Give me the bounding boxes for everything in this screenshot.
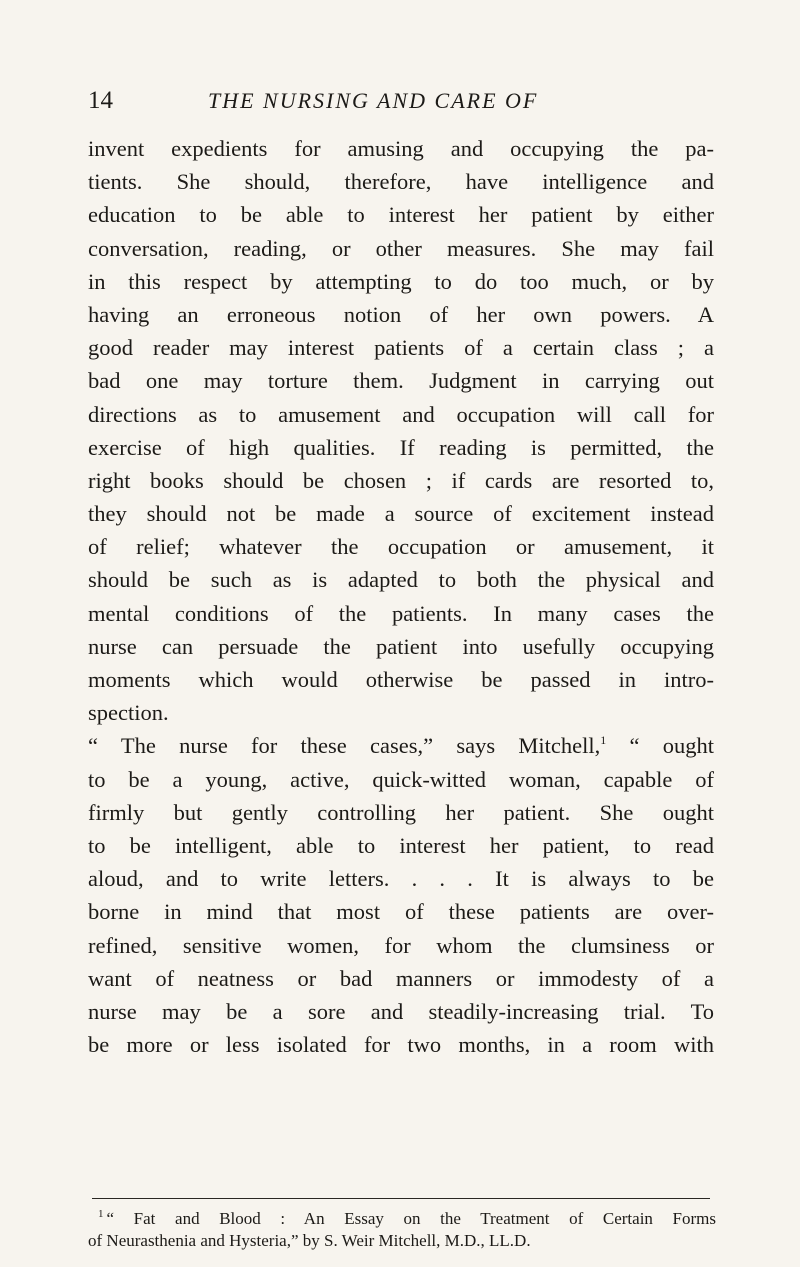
text-line: exercise of high qualities. If reading is permitted, the bbox=[88, 434, 714, 460]
quote-opening-text-end: “ ought bbox=[629, 733, 715, 759]
running-title: THE NURSING AND CARE OF bbox=[208, 88, 539, 113]
text-line: be more or less isolated for two months, in a room with bbox=[88, 1032, 714, 1058]
page-number: 14 bbox=[88, 87, 113, 114]
footnote bbox=[88, 1208, 716, 1252]
footnote-line: of Neurasthenia and Hysteria,” by S. Weir Mitchell, M.D., LL.D. bbox=[88, 1231, 531, 1250]
body-text bbox=[88, 132, 714, 1061]
text-line: nurse may be a sore and steadily-increasing trial. To bbox=[88, 998, 714, 1024]
text-line: invent expedients for amusing and occupying the pa- bbox=[88, 136, 714, 161]
footnote-marker: 1 bbox=[98, 1208, 104, 1220]
text-line: right books should be chosen ; if cards are resorted to, bbox=[88, 467, 714, 493]
text-line: to be intelligent, able to interest her patient, to read bbox=[88, 832, 714, 858]
text-line: borne in mind that most of these patients are over- bbox=[88, 899, 714, 925]
text-line: mental conditions of the patients. In many cases the bbox=[88, 600, 714, 626]
text-line: firmly but gently controlling her patient. She ought bbox=[88, 799, 714, 825]
text-line: they should not be made a source of excitement instead bbox=[88, 501, 714, 527]
text-line: to be a young, active, quick-witted woman, capable of bbox=[88, 766, 714, 792]
text-line: nurse can persuade the patient into usefully occupying bbox=[88, 633, 714, 659]
quote-opening-text: “ The nurse for these cases,” says Mitchell, bbox=[88, 733, 601, 759]
footnote-reference[interactable]: 1 bbox=[600, 733, 607, 748]
text-line: aloud, and to write letters. . . . It is always to be bbox=[88, 866, 714, 892]
text-line: directions as to amusement and occupation will call for bbox=[88, 401, 714, 427]
text-line: in this respect by attempting to do too much, or by bbox=[88, 268, 714, 294]
text-line: of relief; whatever the occupation or amusement, it bbox=[88, 534, 714, 560]
text-line: good reader may interest patients of a certain class ; a bbox=[88, 335, 714, 361]
footnote-text: “ Fat and Blood : An Essay on the Treatment of Certain Forms bbox=[106, 1209, 716, 1228]
running-head bbox=[88, 86, 728, 116]
text-line: refined, sensitive women, for whom the clumsiness or bbox=[88, 932, 714, 958]
footnote-divider bbox=[92, 1198, 710, 1199]
text-line: spection. bbox=[88, 700, 169, 726]
text-line: bad one may torture them. Judgment in carrying out bbox=[88, 368, 714, 394]
text-line: moments which would otherwise be passed in intro- bbox=[88, 667, 714, 692]
footnote-line bbox=[88, 1208, 716, 1230]
text-line: want of neatness or bad manners or immodesty of a bbox=[88, 965, 714, 991]
text-line: conversation, reading, or other measures. She may fail bbox=[88, 235, 714, 261]
text-line: should be such as is adapted to both the physical and bbox=[88, 567, 714, 593]
text-line: education to be able to interest her patient by either bbox=[88, 202, 714, 228]
text-line: tients. She should, therefore, have intelligence and bbox=[88, 169, 714, 195]
quote-opening-line bbox=[88, 729, 714, 762]
text-line: having an erroneous notion of her own powers. A bbox=[88, 301, 714, 327]
